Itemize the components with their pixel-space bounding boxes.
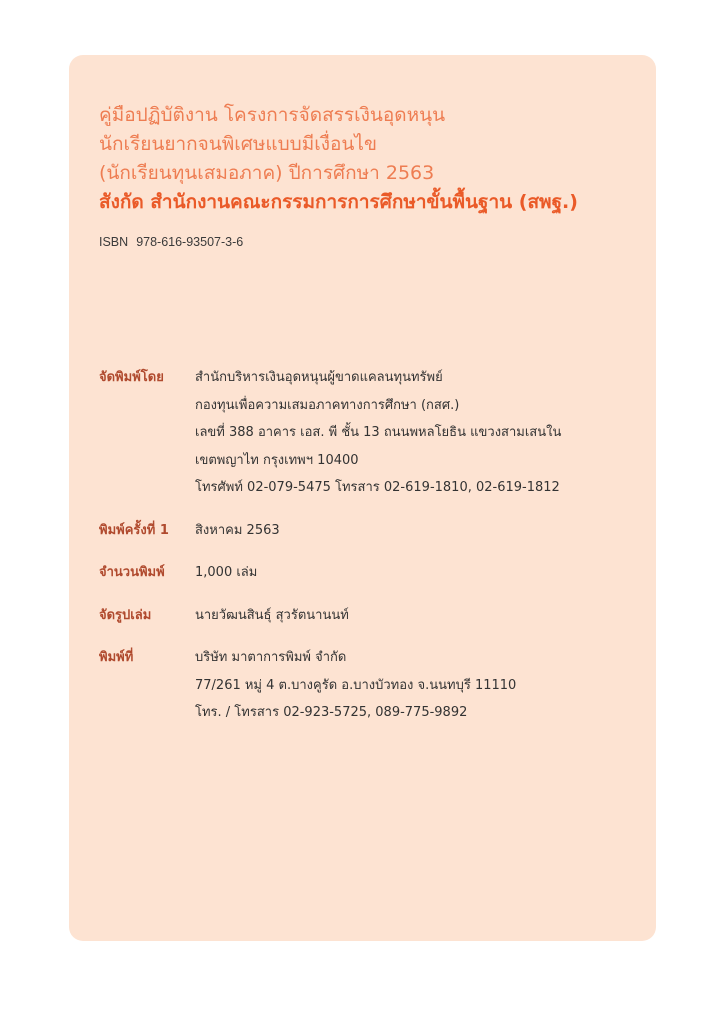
edition-date: สิงหาคม 2563 bbox=[195, 522, 280, 538]
title-affiliation: สังกัด สำนักงานคณะกรรมการการศึกษาขั้นพื้นฐาน (สพฐ.) bbox=[99, 191, 578, 213]
printer-name: บริษัท มาตาการพิมพ์ จำกัด bbox=[195, 650, 347, 665]
publisher-fund: กองทุนเพื่อความเสมอภาคทางการศึกษา (กสศ.) bbox=[195, 397, 460, 413]
detail-value-printer bbox=[195, 644, 644, 727]
title-line-2: นักเรียนยากจนพิเศษแบบมีเงื่อนไข bbox=[99, 133, 377, 155]
detail-label-publisher: จัดพิมพ์โดย bbox=[99, 370, 164, 385]
detail-row-edition bbox=[99, 517, 644, 545]
printer-phone: โทร. / โทรสาร 02-923-5725, 089-775-9892 bbox=[195, 705, 468, 720]
print-run-count: 1,000 เล่ม bbox=[195, 565, 258, 580]
publication-details bbox=[99, 364, 644, 727]
detail-row-print-run bbox=[99, 559, 644, 587]
detail-label-printer: พิมพ์ที่ bbox=[99, 650, 134, 665]
publisher-name: สำนักบริหารเงินอุดหนุนผู้ขาดแคลนทุนทรัพย์ bbox=[195, 370, 443, 385]
detail-value-print-run bbox=[195, 559, 644, 587]
detail-label-edition: พิมพ์ครั้งที่ 1 bbox=[99, 522, 169, 538]
printer-address: 77/261 หมู่ 4 ต.บางคูรัด อ.บางบัวทอง จ.นนทบุรี 11110 bbox=[195, 677, 517, 693]
detail-value-publisher bbox=[195, 364, 644, 502]
detail-value-edition bbox=[195, 517, 644, 545]
publisher-address: เลขที่ 388 อาคาร เอส. พี ชั้น 13 ถนนพหลโยธิน แขวงสามเสนใน bbox=[195, 425, 562, 440]
publisher-district: เขตพญาไท กรุงเทพฯ 10400 bbox=[195, 452, 359, 468]
isbn-line bbox=[99, 235, 243, 249]
detail-row-publisher bbox=[99, 364, 644, 502]
credits-panel bbox=[69, 55, 656, 941]
detail-value-layout bbox=[195, 602, 644, 630]
detail-label-print-run: จำนวนพิมพ์ bbox=[99, 565, 165, 580]
document-title bbox=[99, 101, 644, 217]
layout-designer: นายวัฒนสินธุ์ สุวรัตนานนท์ bbox=[195, 607, 349, 623]
detail-row-layout bbox=[99, 602, 644, 630]
title-line-1: คู่มือปฏิบัติงาน โครงการจัดสรรเงินอุดหนุน bbox=[99, 104, 446, 126]
isbn-value: 978-616-93507-3-6 bbox=[136, 235, 244, 249]
title-line-3: (นักเรียนทุนเสมอภาค) ปีการศึกษา 2563 bbox=[99, 162, 435, 184]
detail-row-printer bbox=[99, 644, 644, 727]
isbn-label: ISBN bbox=[99, 235, 129, 249]
detail-label-layout: จัดรูปเล่ม bbox=[99, 607, 152, 623]
publisher-phone: โทรศัพท์ 02-079-5475 โทรสาร 02-619-1810, 02-619-1812 bbox=[195, 480, 560, 495]
